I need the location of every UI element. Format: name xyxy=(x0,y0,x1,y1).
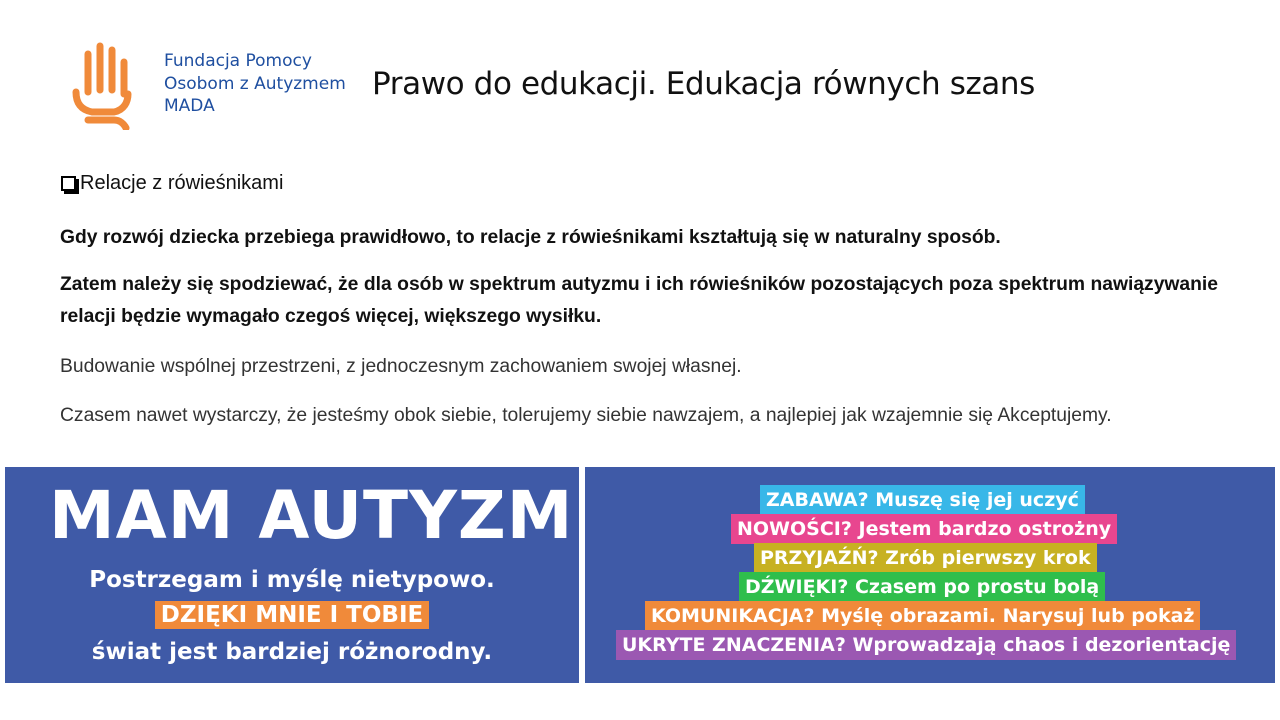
hand-icon xyxy=(70,42,136,130)
paragraph-1: Gdy rozwój dziecka przebiega prawidłowo, to relacje z rówieśnikami kształtują się w naturalny sposób. xyxy=(60,227,1001,248)
banner-mam-autyzm xyxy=(5,467,579,683)
tag-przyjazn: PRZYJAŹŃ? Zrób pierwszy krok xyxy=(754,543,1097,573)
section-heading: Relacje z rówieśnikami xyxy=(80,172,284,194)
banner-highlight: DZIĘKI MNIE I TOBIE xyxy=(155,601,429,629)
section-bullet xyxy=(61,172,283,195)
banner-line-1: Postrzegam i myślę nietypowo. xyxy=(89,567,495,593)
banner-headline: MAM AUTYZM xyxy=(49,477,574,554)
tag-nowosci: NOWOŚCI? Jestem bardzo ostrożny xyxy=(731,514,1117,544)
logo-line-1: Fundacja Pomocy xyxy=(164,51,312,71)
tag-zabawa: ZABAWA? Muszę się jej uczyć xyxy=(760,485,1085,515)
foundation-logo xyxy=(70,40,360,132)
banner-tags xyxy=(585,467,1275,683)
logo-line-2: Osobom z Autyzmem xyxy=(164,73,346,94)
tag-dzwieki: DŹWIĘKI? Czasem po prostu bolą xyxy=(739,572,1105,602)
paragraph-4: Czasem nawet wystarczy, że jesteśmy obok siebie, tolerujemy siebie nawzajem, a najlepiej jak wzajemnie się Akceptujemy. xyxy=(60,405,1112,426)
banner-line-3: świat jest bardziej różnorodny. xyxy=(91,639,493,665)
logo-line-3: MADA xyxy=(164,96,215,116)
tag-komunikacja: KOMUNIKACJA? Myślę obrazami. Narysuj lub pokaż xyxy=(645,601,1200,631)
logo-text xyxy=(164,50,346,118)
paragraph-2: Zatem należy się spodziewać, że dla osób w spektrum autyzmu i ich rówieśników pozostających poza spektrum nawiązywanie relacji będzie wymagało czegoś więcej, większego wysiłku. xyxy=(60,274,1218,327)
paragraph-3: Budowanie wspólnej przestrzeni, z jednoczesnym zachowaniem swojej własnej. xyxy=(60,356,742,377)
page-title: Prawo do edukacji. Edukacja równych szans xyxy=(372,66,1035,102)
checkbox-bullet-icon xyxy=(61,176,76,191)
tag-ukryte-znaczenia: UKRYTE ZNACZENIA? Wprowadzają chaos i dezorientację xyxy=(616,630,1236,660)
banner-line-2 xyxy=(5,602,579,628)
